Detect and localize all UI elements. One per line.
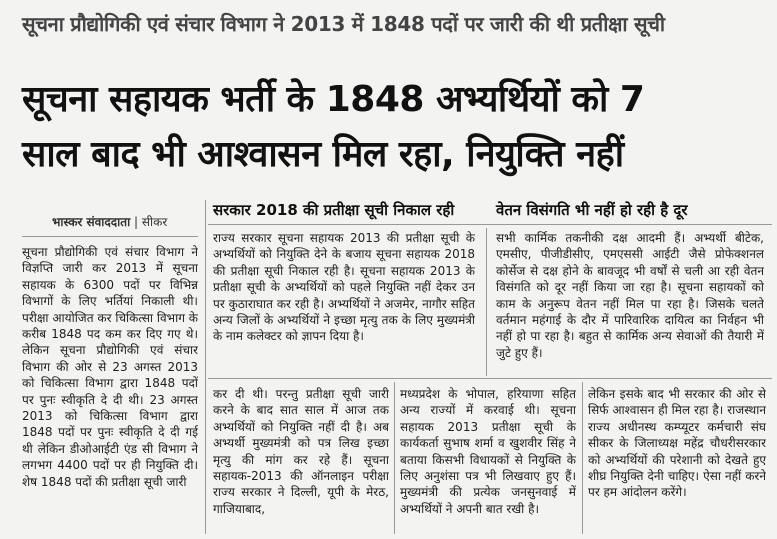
body-column-1: सूचना प्रौद्योगिकी एवं संचार विभाग ने विज्ञप्ति जारी कर 2013 में सूचना सहायक के 6300 पदों पर विभिन्न विभागों के लिए भर्तियां निकाली थी। परीक्षा आयोजित कर चिकित्सा विभाग के करीब 1848 पद कम कर दिए गए थे। लेकिन सूचना प्रौद्योगिकी एवं संचार विभाग की ओर से 23 अगस्त 2013 को चिकित्सा विभाग द्वारा 1848 पदों पर पुनः स्वीकृति दे दी थी। 23 अगस्त 2013 को चिकित्सा विभाग द्वारा 1848 पदों पर पुनः स्वीकृति दे दी गई थी लेकिन डीओआईटी एंड सी विभाग ने लगभग 4400 पदों पर ही नियुक्ति दी। शेष 1848 पदों की प्रतीक्षा सूची जारी [22,245,198,489]
body-column-2-bottom: कर दी थी। परन्तु प्रतीक्षा सूची जारी करने के बाद सात साल में आज तक अभ्यर्थियों को नियुक्ति नहीं दी है। अब अभ्यर्थी मुख्यमंत्री को पत्र लिख इच्छा मृत्यु की मांग कर रहे हैं। सूचना सहायक-2013 की ऑनलाइन परीक्षा राज्य सरकार ने दिल्ली, यूपी के मेरठ, गाजियाबाद, [213,387,389,516]
body-column-4-bottom: लेकिन इसके बाद भी सरकार की ओर से सिर्फ आश्वासन ही मिल रहा है। राजस्थान राज्य अधीनस्थ कम्प्यूटर कर्मचारी संघ सीकर के जिलाध्यक्ष महेंद्र चौधरीसरकार को अभ्यर्थियों की परेशानी को देखते हुए शीघ्र नियुक्ति देनी चाहिए। ऐसा नहीं करने पर हम आंदोलन करेंगे। [588,387,766,500]
headline-line-2: साल बाद भी आश्वासन मिल रहा, नियुक्ति नहीं [22,134,624,175]
section-rule [208,378,772,379]
byline-rule [22,236,198,237]
subhead-list-2018: सरकार 2018 की प्रतीक्षा सूची निकाल रही [213,201,455,219]
subhead-pay-disparity: वेतन विसंगति भी नहीं हो रही है दूर [496,201,688,219]
column-divider-2 [486,228,487,376]
column-divider-4 [582,382,583,534]
byline-separator: | [134,215,139,229]
byline-place: सीकर [141,215,168,229]
column-divider-1 [205,200,206,534]
body-column-4-top: सभी कार्मिक तकनीकी दक्ष आदमी हैं। अभ्यर्थी बीटेक, एमसीए, पीजीडीसीए, एमएससी आईटी जैसे प्रोफेक्शनल कोर्सेज से दक्ष होने के बावजूद भी वर्षों से चली आ रही वेतन विसंगति को दूर नहीं किया जा रहा है। सूचना सहायकों को काम के अनुरूप वेतन नहीं मिल पा रहा है। जिसके चलते वर्तमान महंगाई के दौर में पारिवारिक दायित्व का निर्वहन भी नहीं हो पा रहा है। बहुत से कार्मिक अन्य सेवाओं की तैयारी में जुटे हुए हैं। [496,231,764,360]
body-column-3-bottom: मध्यप्रदेश के भोपाल, हरियाणा सहित अन्य राज्यों में करवाई थी। सूचना सहायक 2013 प्रतीक्षा सूची के कार्यकर्ता सुभाष शर्मा व खुशवीर सिंह ने बताया किसभी विधायकों से नियुक्ति के लिए अनुशंसा पत्र भी लिखवाए हुए हैं। मुख्यमंत्री की प्रत्येक जनसुनवाई में अभ्यर्थियों ने अपनी बात रखी है। [400,387,576,516]
byline-name: भास्कर संवाददाता [52,215,131,229]
kicker: सूचना प्रौद्योगिकी एवं संचार विभाग ने 2013 में 1848 पदों पर जारी की थी प्रतीक्षा सूची [22,12,665,36]
headline-line-1: सूचना सहायक भर्ती के 1848 अभ्यर्थियों को 7 [22,79,645,120]
subhead-rule [208,224,772,225]
body-column-2-top: राज्य सरकार सूचना सहायक 2013 की प्रतीक्षा सूची के अभ्यर्थियों को नियुक्ति देने के बजाय सूचना सहायक 2018 की प्रतीक्षा सूची निकाल रही है। सूचना सहायक 2013 के प्रतीक्षा सूची के अभ्यर्थियों को पहले नियुक्ति नहीं देकर उन पर कुठाराघात कर रही है। अभ्यर्थियों ने अजमेर, नागौर सहित अन्य जिलों के अभ्यर्थियों ने इच्छा मृत्यु तक के लिए मुख्यमंत्री के नाम कलेक्टर को ज्ञापन दिया है। [213,231,475,344]
headline [22,72,767,182]
column-divider-3 [394,382,395,534]
byline [52,213,167,230]
